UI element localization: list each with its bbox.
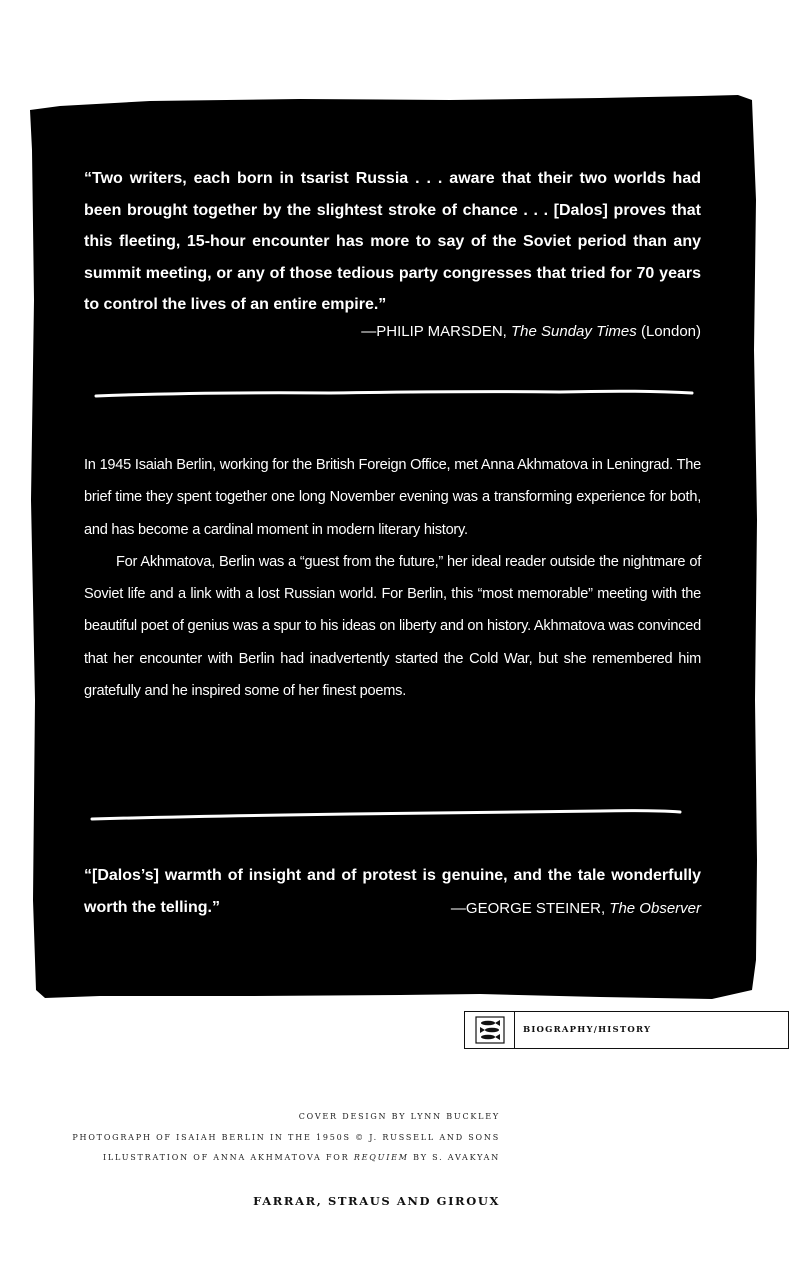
three-fish-icon — [465, 1012, 515, 1048]
review-quote-bottom: “[Dalos’s] warmth of insight and of protest is genuine, and the tale wonderfully worth the telling.” — [84, 867, 701, 916]
category-box — [464, 1011, 789, 1049]
description-paragraph: In 1945 Isaiah Berlin, working for the British Foreign Office, met Anna Akhmatova in Leningrad. The brief time they spent together one long November evening was a transforming experience for both, and has become a cardinal moment in modern literary history. — [84, 457, 701, 538]
publisher-name: FARRAR, STRAUS AND GIROUX — [253, 1194, 500, 1208]
review-quote-top: “Two writers, each born in tsarist Russia . . . aware that their two worlds had been brought together by the slightest stroke of chance . . . [Dalos] proves that this fleeting, 15-hour encounter has more to say of the Soviet period than any summit meeting, or any of those tedious party congresses that tried for 70 years to control the lives of an entire empire.” — [84, 170, 701, 313]
quote-author: —PHILIP MARSDEN, — [361, 323, 507, 340]
credit-illustration-prefix: ILLUSTRATION OF ANNA AKHMATOVA FOR — [102, 1153, 350, 1162]
book-description — [84, 449, 701, 707]
credit-illustration — [103, 1153, 500, 1162]
quote-source: The Observer — [609, 900, 701, 917]
credit-illustration-title: REQUIEM — [353, 1153, 409, 1162]
category-label: BIOGRAPHY/HISTORY — [523, 1025, 652, 1035]
credit-cover-design: COVER DESIGN BY LYNN BUCKLEY — [298, 1112, 500, 1121]
review-attribution-top — [300, 323, 701, 340]
credit-photograph: PHOTOGRAPH OF ISAIAH BERLIN IN THE 1950S © J. RUSSELL AND SONS — [72, 1133, 500, 1142]
quote-location: (London) — [640, 323, 701, 340]
description-paragraph: For Akhmatova, Berlin was a “guest from the future,” her ideal reader outside the nightmare of Soviet life and a link with a lost Russian world. For Berlin, this “most memorable” meeting with the beautiful poet of genius was a spur to his ideas on liberty and on history. Akhmatova was convinced that her encounter with Berlin had inadvertently started the Cold War, but she remembered him gratefully and he inspired some of her finest poems. — [84, 553, 701, 700]
credit-illustration-suffix: BY S. AVAKYAN — [413, 1153, 500, 1162]
quote-source: The Sunday Times — [511, 323, 637, 340]
quote-author: —GEORGE STEINER, — [450, 900, 606, 917]
review-attribution-bottom — [341, 893, 701, 925]
